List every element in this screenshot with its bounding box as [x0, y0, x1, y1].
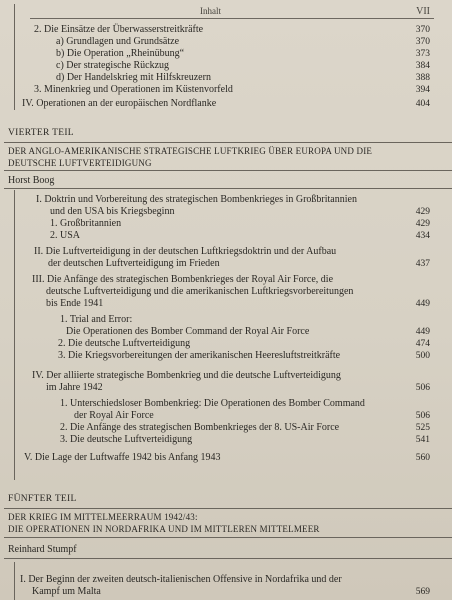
dot-leader: [105, 586, 412, 598]
author-name: Reinhard Stumpf: [8, 544, 77, 555]
toc-page-number: 404: [415, 99, 430, 109]
toc-entry-title: II. Die Luftverteidigung in der deutschen Luftkriegsdoktrin und der Aufbau: [34, 246, 337, 257]
toc-entry-title: 2. Die deutsche Luftverteidigung: [58, 338, 191, 349]
part-rule: [4, 170, 452, 171]
toc-entry-title: a) Grundlagen und Grundsätze: [56, 36, 180, 47]
dot-leader: [196, 434, 412, 446]
toc-entry-title: 1. Großbritannien: [50, 218, 122, 229]
toc-page-number: 388: [415, 73, 430, 83]
part-title-line: DER ANGLO-AMERIKANISCHE STRATEGISCHE LUFTKRIEG ÜBER EUROPA UND DIE: [8, 146, 373, 156]
toc-entry-title: d) Der Handelskrieg mit Hilfskreuzern: [56, 72, 211, 83]
toc-page-number: 449: [415, 299, 430, 309]
toc-page-number: 506: [415, 383, 430, 393]
toc-entry-title: c) Der strategische Rückzug: [56, 60, 170, 71]
toc-page-number: 373: [415, 49, 430, 59]
dot-leader: [207, 24, 412, 36]
toc-entry-title: 2. USA: [50, 230, 81, 241]
toc-page-number: 394: [415, 85, 430, 95]
toc-entry-title: deutsche Luftverteidigung und die amerikanischen Luftkriegsvorbereitungen: [46, 286, 354, 297]
toc-page-number: 474: [415, 339, 430, 349]
part-label: FÜNFTER TEIL: [8, 494, 77, 504]
toc-entry-title: Kampf um Malta: [32, 586, 101, 597]
toc-page-number: 525: [415, 423, 430, 433]
toc-entry-title: im Jahre 1942: [46, 382, 103, 393]
dot-leader: [343, 422, 412, 434]
part-title-line: DIE OPERATIONEN IN NORDAFRIKA UND IM MITTLEREN MITTELMEER: [8, 524, 320, 534]
dot-leader: [225, 452, 412, 464]
toc-page-number: 449: [415, 327, 430, 337]
toc-entry-title: 3. Die Kriegsvorbereitungen der amerikanischen Heeresluftstreitkräfte: [58, 350, 341, 361]
toc-entry-title: 2. Die Anfänge des strategischen Bombenkrieges der 8. US-Air Force: [60, 422, 340, 433]
dot-leader: [215, 72, 412, 84]
toc-entry-title: I. Doktrin und Vorbereitung des strategischen Bombenkrieges in Großbritannien: [36, 194, 357, 205]
section-bracket: [14, 4, 15, 110]
toc-entry-title: 1. Unterschiedsloser Bombenkrieg: Die Operationen des Bomber Command: [60, 398, 365, 409]
dot-leader: [183, 36, 412, 48]
dot-leader: [158, 410, 412, 422]
page-number: VII: [416, 6, 430, 17]
toc-page-number: 560: [415, 453, 430, 463]
toc-entry-title: 2. Die Einsätze der Überwasserstreitkräfte: [34, 24, 204, 35]
toc-entry-title: 3. Die deutsche Luftverteidigung: [60, 434, 193, 445]
toc-page-number: 569: [415, 587, 430, 597]
toc-page-number: 429: [415, 219, 430, 229]
toc-page-number: 384: [415, 61, 430, 71]
dot-leader: [224, 258, 412, 270]
toc-entry-title: III. Die Anfänge des strategischen Bombenkrieges der Royal Air Force, die: [32, 274, 334, 285]
author-name: Horst Boog: [8, 175, 55, 186]
dot-leader: [107, 298, 412, 310]
toc-page-number: 506: [415, 411, 430, 421]
dot-leader: [313, 326, 412, 338]
toc-entry-title: IV. Der alliierte strategische Bombenkrieg und die deutsche Luftverteidigung: [32, 370, 341, 381]
toc-entry-title: 1. Trial and Error:: [60, 314, 133, 325]
toc-page-number: 370: [415, 25, 430, 35]
dot-leader: [173, 60, 412, 72]
dot-leader: [107, 382, 412, 394]
toc-page-number: 541: [415, 435, 430, 445]
toc-page-number: 370: [415, 37, 430, 47]
toc-entry-title: I. Der Beginn der zweiten deutsch-italienischen Offensive in Nordafrika und der: [20, 574, 342, 585]
dot-leader: [188, 48, 412, 60]
toc-page-number: 437: [415, 259, 430, 269]
toc-page-number: 434: [415, 231, 430, 241]
toc-entry-title: Die Operationen des Bomber Command der Royal Air Force: [66, 326, 310, 337]
toc-entry-title: 3. Minenkrieg und Operationen im Küstenvorfeld: [34, 84, 233, 95]
toc-entry-title: und den USA bis Kriegsbeginn: [50, 206, 175, 217]
toc-entry-title: b) Die Operation „Rheinübung“: [56, 48, 185, 59]
part-title-line: DER KRIEG IM MITTELMEERRAUM 1942/43:: [8, 512, 198, 522]
dot-leader: [237, 84, 412, 96]
toc-entry-title: der Royal Air Force: [74, 410, 154, 421]
toc-page-number: 429: [415, 207, 430, 217]
part-title-line: DEUTSCHE LUFTVERTEIDIGUNG: [8, 158, 152, 168]
section-bracket: [14, 190, 15, 480]
running-header: Inhalt: [200, 6, 221, 16]
toc-entry-title: bis Ende 1941: [46, 298, 104, 309]
toc-entry-title: V. Die Lage der Luftwaffe 1942 bis Anfang 1943: [24, 452, 221, 463]
author-rule: [4, 188, 452, 189]
dot-leader: [344, 350, 412, 362]
toc-page-number: 500: [415, 351, 430, 361]
section-bracket: [14, 562, 15, 600]
dot-leader: [178, 206, 412, 218]
toc-entry-title: der deutschen Luftverteidigung im Frieden: [48, 258, 220, 269]
header-rule: [30, 18, 434, 19]
author-rule: [4, 558, 452, 559]
dot-leader: [194, 338, 412, 350]
dot-leader: [220, 98, 412, 110]
part-rule: [4, 508, 452, 509]
dot-leader: [125, 218, 412, 230]
toc-entry-title: IV. Operationen an der europäischen Nordflanke: [22, 98, 217, 109]
part-rule: [4, 142, 452, 143]
part-label: VIERTER TEIL: [8, 128, 74, 138]
part-rule: [4, 537, 452, 538]
dot-leader: [84, 230, 412, 242]
